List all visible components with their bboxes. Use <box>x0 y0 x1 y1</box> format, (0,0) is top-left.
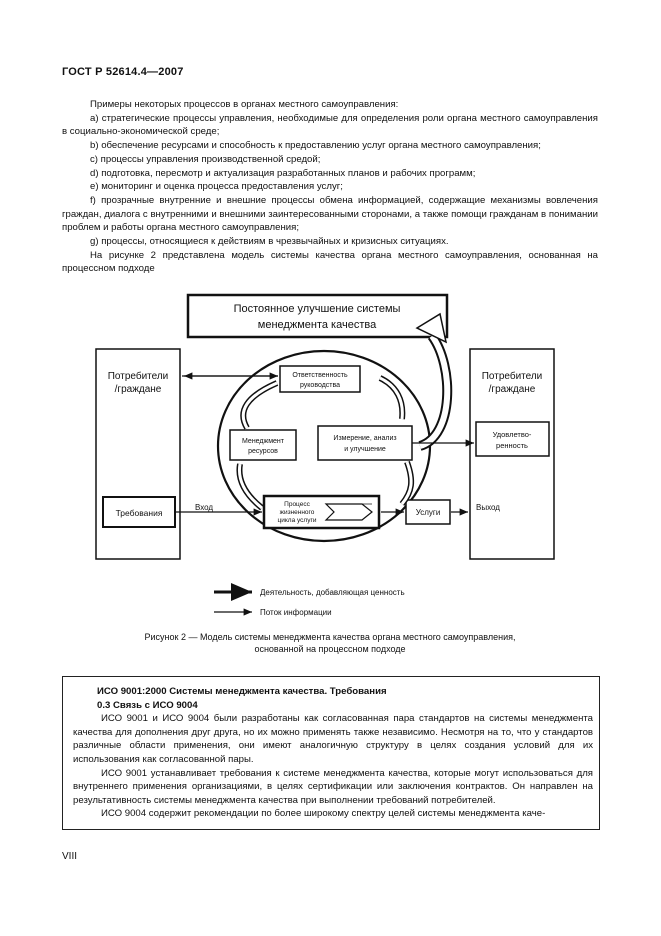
customers-right-label-1: Потребители <box>481 371 543 382</box>
list-item: b) обеспечение ресурсами и способность к предоставлению услуг органа местного самоуправления; <box>90 140 541 152</box>
list-item: а) стратегические процессы управления, необходимые для определения роли органа местного самоуправления в социально-экономической среде; <box>62 112 598 138</box>
note-paragraph: ИСО 9004 содержит рекомендации по более широкому спектру целей системы менеджмента каче- <box>101 808 546 820</box>
note-paragraph: ИСО 9001 и ИСО 9004 были разработаны как согласованная пара стандартов на системы менеджмента качества для дополнения друг друга, но их можно применять также независимо. Несмотря на то, что у стандартов различные области применения, они имеют аналогичную структуру в целях создания условий для их использования как согласованной пары. <box>73 713 593 765</box>
process-label-3: цикла услуги <box>277 517 317 524</box>
legend-info-label: Поток информации <box>260 608 332 617</box>
figure-caption <box>80 631 580 655</box>
caption-line-1: Рисунок 2 — Модель системы менеджмента качества органа местного самоуправления, <box>144 632 516 642</box>
iso-note-box <box>62 676 600 830</box>
list-item: c) процессы управления производственной средой; <box>90 153 321 165</box>
requirements-label: Требования <box>115 508 163 518</box>
output-label: Выход <box>476 503 500 512</box>
customers-left-label-1: Потребители <box>107 371 169 382</box>
note-paragraph: ИСО 9001 устанавливает требования к системе менеджмента качества, которые могут использоваться для внутреннего применения организациями, в целях сертификации или заключения контрактов. Он направлен на результативность системы менеджмента качества при выполнении требований потребителей. <box>73 767 593 806</box>
note-section: 0.3 Связь с ИСО 9004 <box>97 699 198 711</box>
measurement-label-1: Измерение, анализ <box>333 435 397 442</box>
customers-left-label-2: /граждане <box>114 384 162 395</box>
caption-line-2: основанной на процессном подходе <box>254 644 406 654</box>
responsibility-label-2: руководства <box>299 382 341 389</box>
management-responsibility-box <box>280 366 360 392</box>
customers-right-label-2: /граждане <box>488 384 536 395</box>
customers-right-column <box>470 349 554 559</box>
intro-outro: На рисунке 2 представлена модель системы качества органа местного самоуправления, основанная на процессном подходе <box>62 249 598 275</box>
resources-label-1: Менеджмент <box>242 438 284 445</box>
customers-left-column <box>96 349 180 559</box>
services-label: Услуги <box>415 508 441 517</box>
list-item: g) процессы, относящиеся к действиям в чрезвычайных и кризисных ситуациях. <box>90 236 449 248</box>
input-label: Вход <box>195 503 214 512</box>
resource-management-box <box>230 430 296 460</box>
measurement-box <box>318 426 412 460</box>
satisfaction-label-1: Удовлетво- <box>492 430 532 439</box>
resources-label-2: ресурсов <box>248 448 278 455</box>
list-item: e) мониторинг и оценка процесса предоставления услуг; <box>90 181 343 193</box>
measurement-label-2: и улучшение <box>344 446 386 453</box>
process-label-2: жизненного <box>279 509 315 516</box>
process-model-figure <box>62 286 602 656</box>
responsibility-label-1: Ответственность <box>292 372 348 379</box>
document-code: ГОСТ Р 52614.4—2007 <box>62 66 184 78</box>
service-lifecycle-box <box>264 496 379 528</box>
services-box <box>406 500 450 524</box>
process-label-1: Процесс <box>284 501 310 508</box>
intro-section <box>62 98 598 276</box>
legend-value-label: Деятельность, добавляющая ценность <box>260 588 405 597</box>
improvement-label-2: менеджмента качества <box>257 319 377 331</box>
improvement-box <box>188 295 447 337</box>
legend <box>214 588 405 617</box>
list-item: d) подготовка, пересмотр и актуализация разработанных планов и рабочих программ; <box>90 167 476 179</box>
page-number: VIII <box>62 851 78 862</box>
satisfaction-label-2: ренность <box>496 441 528 450</box>
list-item: f) прозрачные внутренние и внешние процессы обмена информацией, содержащие механизмы вовлечения граждан, диалога с внутренними и внешними заинтересованными сторонами, а также помощи гражданам в понимании проблем и работы органа местного самоуправления; <box>62 194 598 234</box>
intro-lead: Примеры некоторых процессов в органах местного самоуправления: <box>90 99 399 110</box>
improvement-label-1: Постоянное улучшение системы <box>233 303 401 315</box>
note-title: ИСО 9001:2000 Системы менеджмента качества. Требования <box>97 686 387 697</box>
